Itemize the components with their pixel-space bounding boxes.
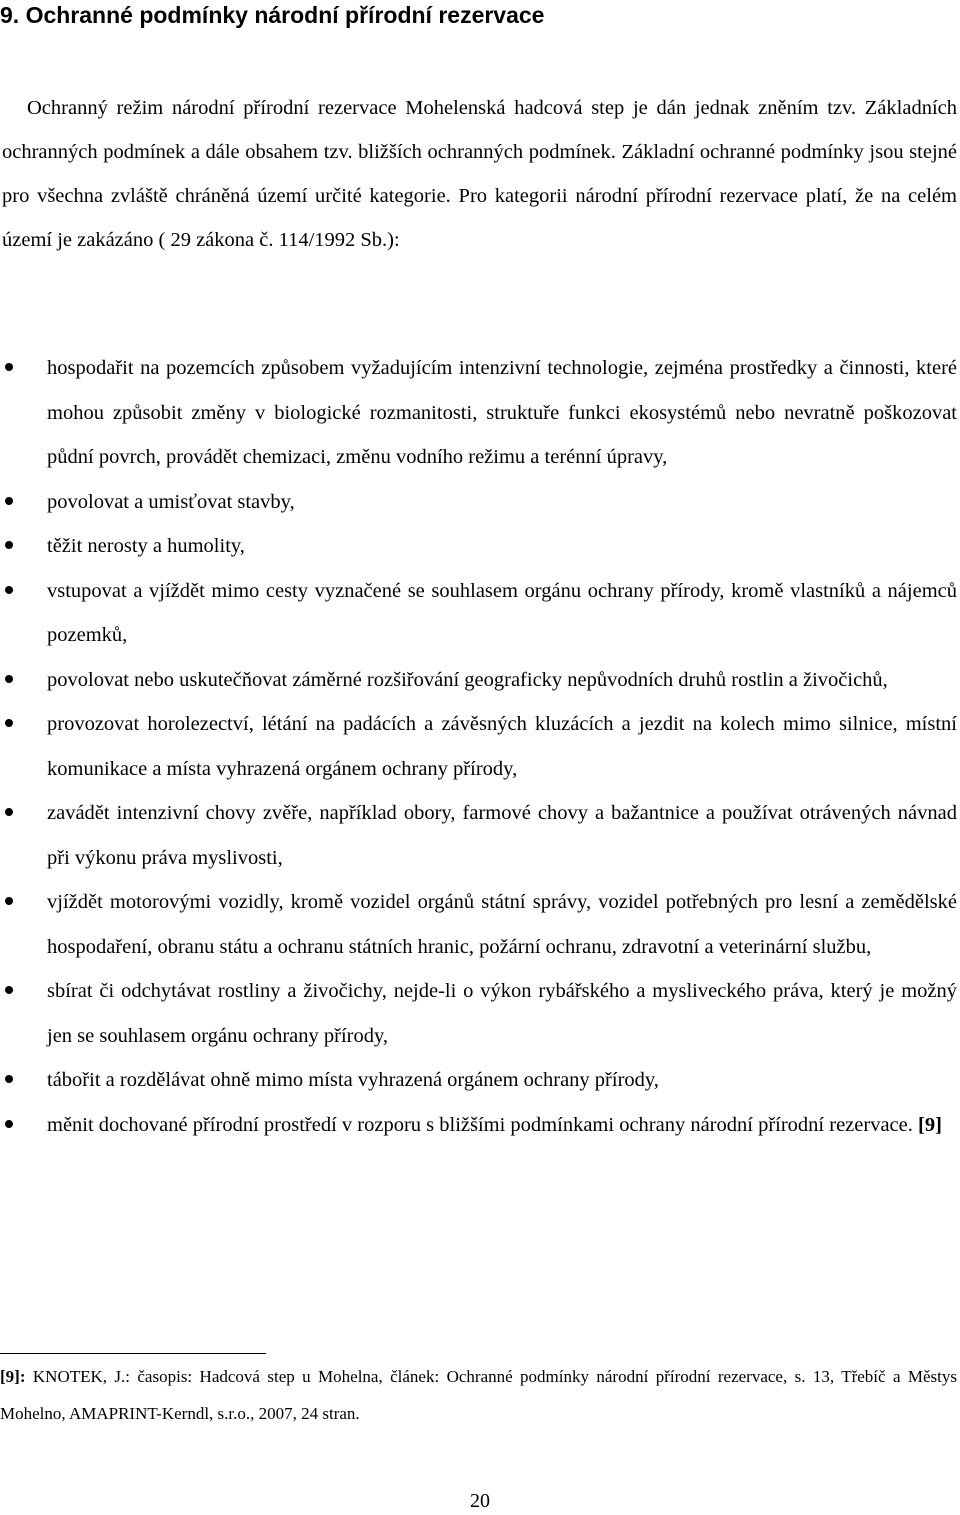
section-heading: 9. Ochranné podmínky národní přírodní rezervace [0, 2, 545, 28]
bullet-icon [5, 1075, 13, 1083]
list-item [0, 480, 957, 525]
list-item-text: tábořit a rozdělávat ohně mimo místa vyhrazená orgánem ochrany přírody, [47, 1069, 659, 1091]
list-item [0, 702, 957, 791]
bullet-icon [5, 1120, 13, 1128]
bullet-icon [5, 497, 13, 505]
list-item-text: vstupovat a vjíždět mimo cesty vyznačené se souhlasem orgánu ochrany přírody, kromě vlastníků a nájemců pozemků, [47, 579, 957, 646]
list-item-text: zavádět intenzivní chovy zvěře, například obory, farmové chovy a bažantnice a používat otrávených návnad při výkonu práva myslivosti, [47, 802, 957, 869]
bullet-icon [5, 363, 13, 371]
footnote-marker: [9]: [0, 1367, 26, 1386]
bullet-icon [5, 541, 13, 549]
intro-paragraph: Ochranný režim národní přírodní rezervace Mohelenská hadcová step je dán jednak zněním tzv. Základních ochranných podmínek a dále obsahem tzv. bližších ochranných podmínek. Základní ochranné podmínky jsou stejné pro všechna zvláště chráněná území určité kategorie. Pro kategorii národní přírodní rezervace platí, že na celém území je zakázáno ( 29 zákona č. 114/1992 Sb.): [2, 97, 957, 251]
prohibitions-list [0, 346, 957, 1147]
list-item [0, 1058, 957, 1103]
bullet-icon [5, 808, 13, 816]
footnote-separator [0, 1353, 266, 1354]
footnote [0, 1358, 957, 1432]
list-item [0, 569, 957, 658]
list-item-text: vjíždět motorovými vozidly, kromě vozidel orgánů státní správy, vozidel potřebných pro lesní a zemědělské hospodaření, obranu státu a ochranu státních hranic, požární ochranu, zdravotní a veterinární službu, [47, 891, 957, 958]
bullet-icon [5, 897, 13, 905]
list-item [0, 524, 957, 569]
list-item [0, 880, 957, 969]
list-item-text: měnit dochované přírodní prostředí v rozporu s bližšími podmínkami ochrany národní přírodní rezervace. [47, 1113, 913, 1136]
footnote-text: KNOTEK, J.: časopis: Hadcová step u Mohelna, článek: Ochranné podmínky národní přírodní rezervace, s. 13, Třebíč a Městys Mohelno, AMAPRINT-Kerndl, s.r.o., 2007, 24 stran. [0, 1367, 958, 1423]
citation-reference: [9] [918, 1113, 942, 1136]
list-item-text: hospodařit na pozemcích způsobem vyžadujícím intenzivní technologie, zejména prostředky a činnosti, které mohou způsobit změny v biologické rozmanitosti, struktuře funkci ekosystémů nebo nevratně poškozovat půdní povrch, provádět chemizaci, změnu vodního režimu a terénní úpravy, [47, 357, 957, 468]
list-item [0, 969, 957, 1058]
list-item [0, 658, 957, 703]
bullet-icon [5, 986, 13, 994]
list-item-text: provozovat horolezectví, létání na padácích a závěsných kluzácích a jezdit na kolech mimo silnice, místní komunikace a místa vyhrazená orgánem ochrany přírody, [47, 713, 957, 780]
list-item [0, 346, 957, 480]
page-number: 20 [470, 1490, 490, 1512]
bullet-icon [5, 719, 13, 727]
list-item [0, 1103, 957, 1148]
list-item-text: těžit nerosty a humolity, [47, 535, 245, 557]
list-item [0, 791, 957, 880]
bullet-icon [5, 586, 13, 594]
list-item-text: povolovat nebo uskutečňovat záměrné rozšiřování geograficky nepůvodních druhů rostlin a živočichů, [47, 668, 888, 691]
bullet-icon [5, 675, 13, 683]
list-item-text: povolovat a umisťovat stavby, [47, 490, 295, 513]
list-item-text: sbírat či odchytávat rostliny a živočichy, nejde-li o výkon rybářského a mysliveckého práva, který je možný jen se souhlasem orgánu ochrany přírody, [47, 980, 957, 1047]
